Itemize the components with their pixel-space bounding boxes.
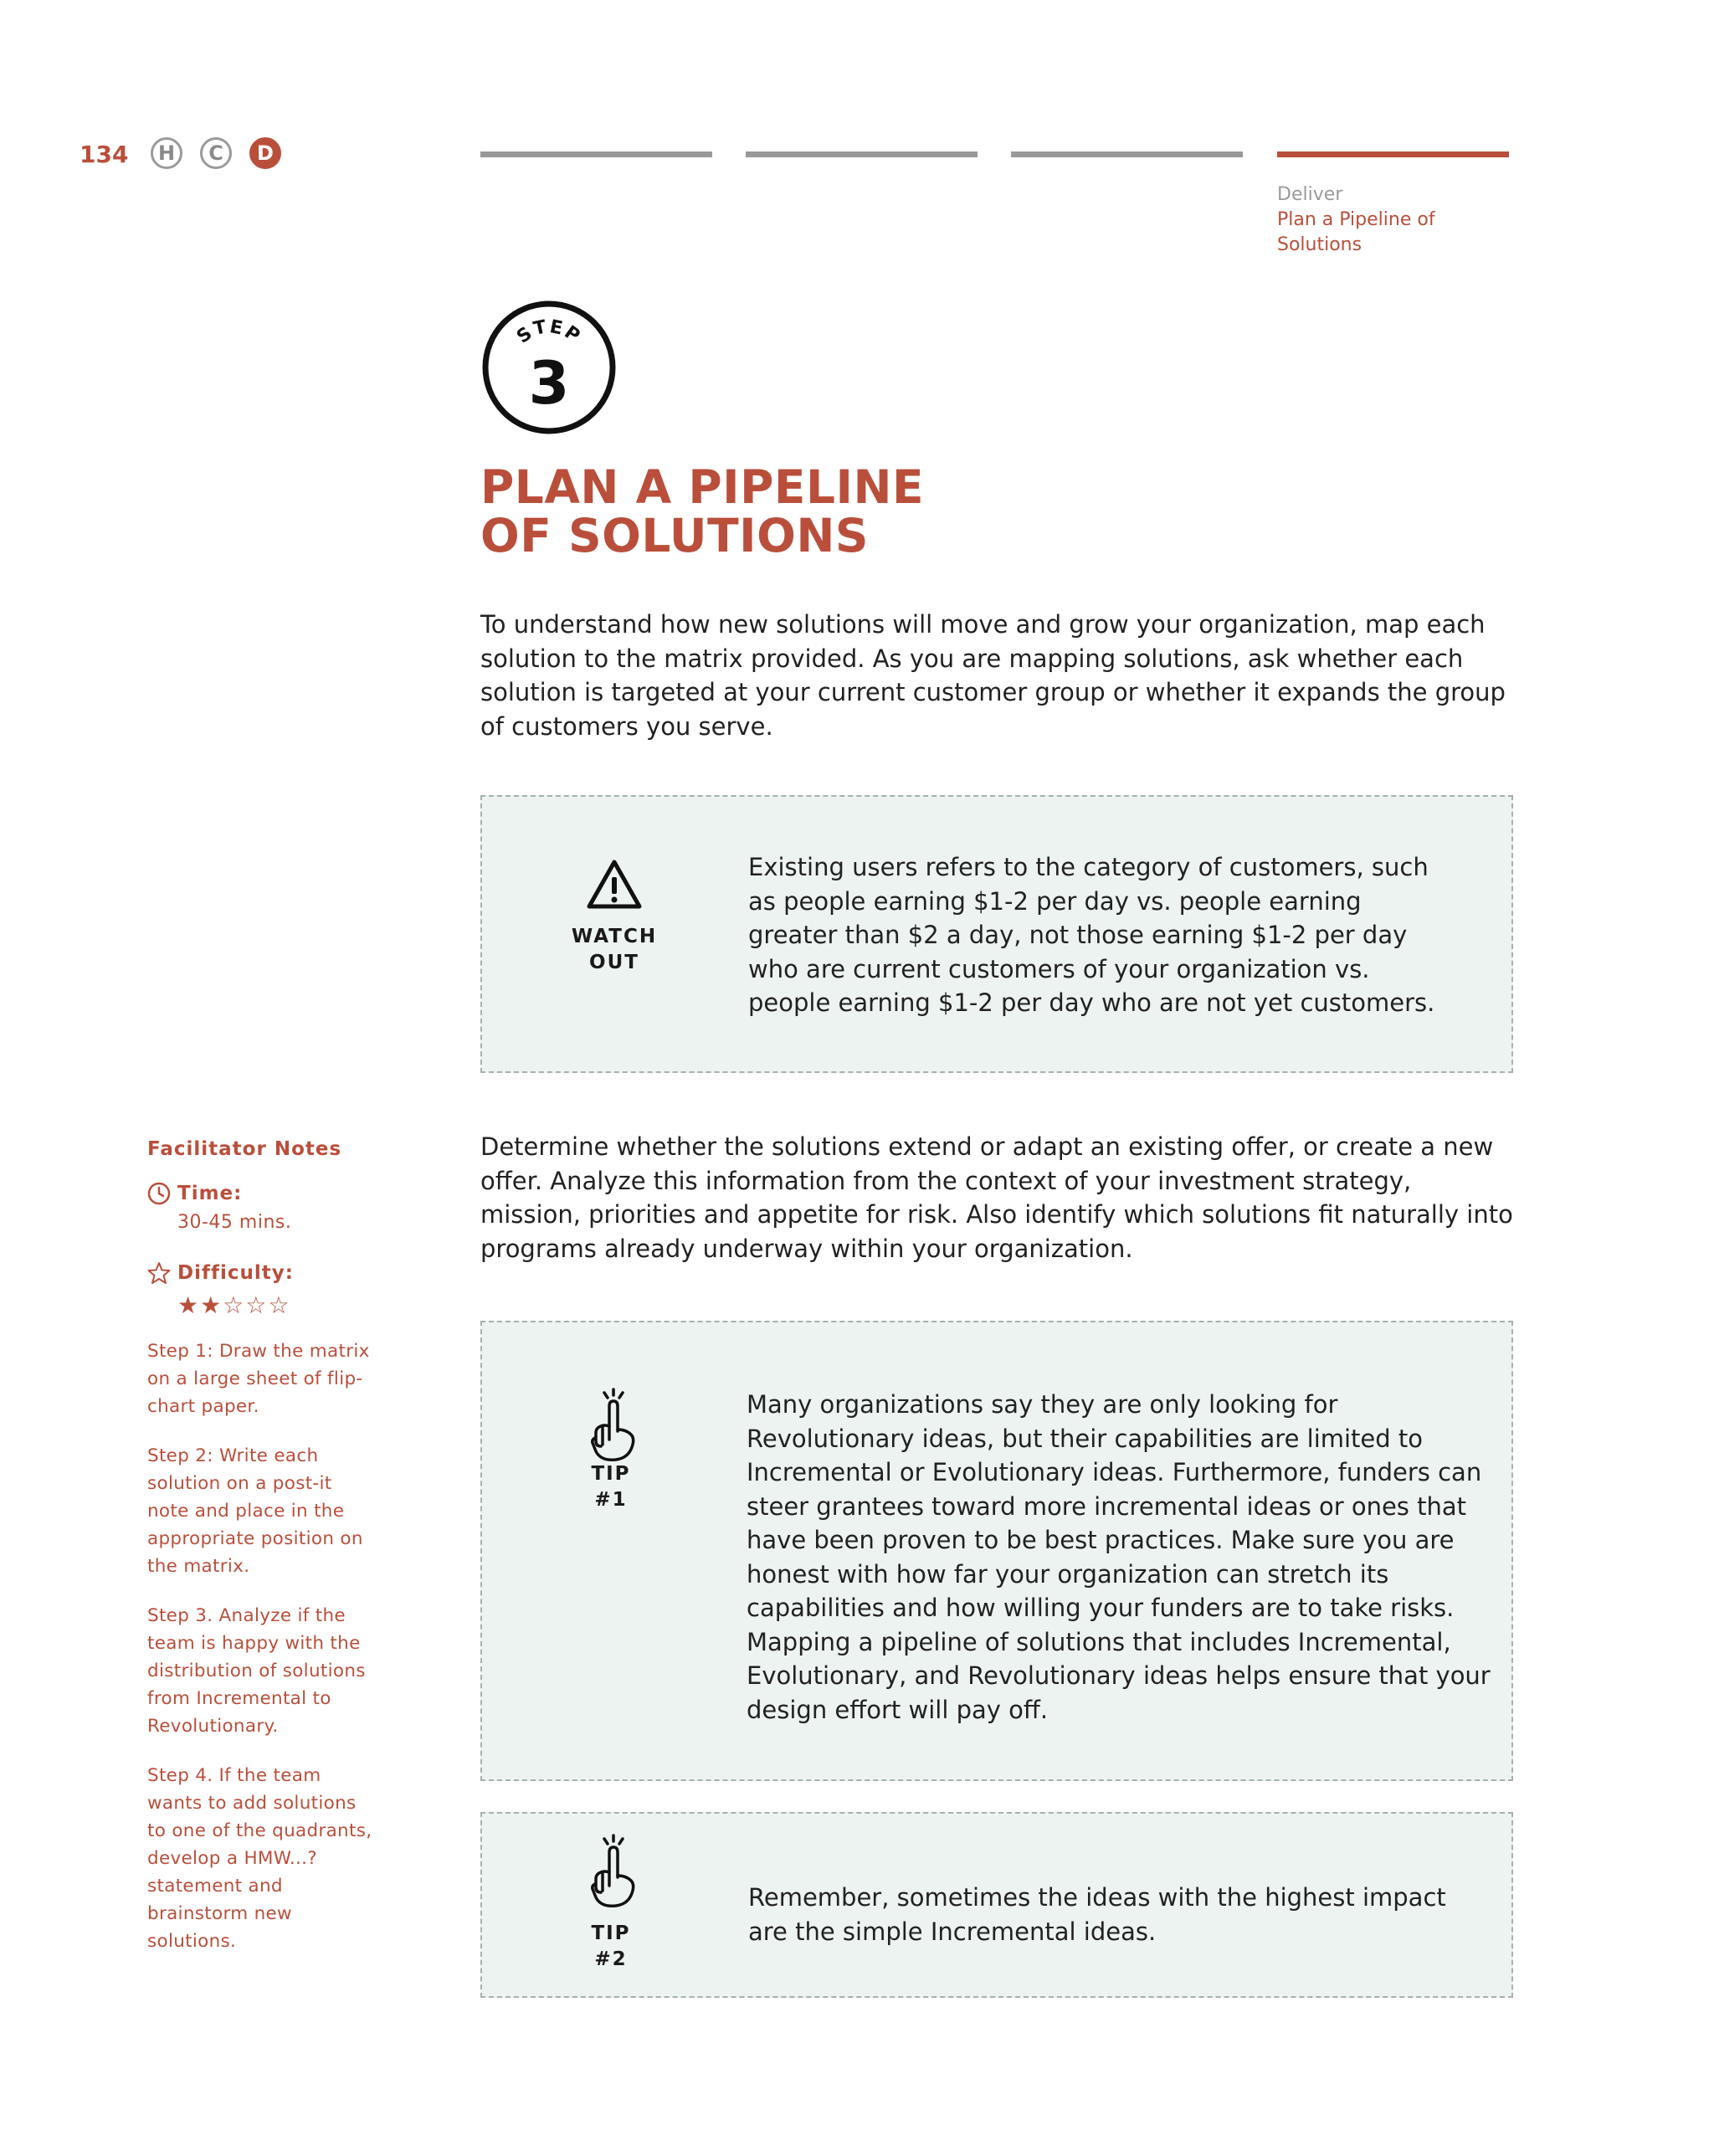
star-icon (147, 1261, 171, 1285)
tip-1-label: TIP #1 (591, 1463, 631, 1511)
facilitator-step-3: Step 3. Analyze if the team is happy with the distribution of solutions from Incremental to Revolutionary. (147, 1605, 366, 1737)
badge-d: D (249, 137, 281, 169)
tip-1-text: Many organizations say they are only looking for Revolutionary ideas, but their capabilities are limited to Incremental or Evolutionary ideas. Furthermore, funders can steer grantees toward more incremental ideas or ones that have been proven to be best practices. Make sure you are honest with how far your organization can stretch its capabilities and how willing your funders are to take risks. Mapping a pipeline of solutions that includes Incremental, Evolutionary, and Revolutionary ideas helps ensure that your design effort will pay off. (747, 1390, 1491, 1724)
progress-segment-4-active (1277, 151, 1509, 157)
page-title-line-2: OF SOLUTIONS (480, 509, 869, 562)
tip-2-text: Remember, sometimes the ideas with the highest impact are the simple Incremental ideas. (748, 1883, 1446, 1946)
facilitator-step-2: Step 2: Write each solution on a post-it note and place in the appropriate position on the matrix. (147, 1445, 363, 1577)
warning-icon (586, 859, 643, 911)
time-value: 30-45 mins. (177, 1212, 292, 1233)
watch-out-callout (480, 795, 1513, 1073)
pointing-finger-icon (586, 1834, 639, 1909)
time-label: Time: (177, 1183, 243, 1204)
breadcrumb (1277, 182, 1445, 258)
step-label: STEP (513, 316, 585, 348)
step-badge-icon (481, 300, 617, 435)
badge-c: C (200, 137, 232, 169)
step-number: 3 (528, 349, 570, 418)
tip-2-callout (480, 1812, 1513, 1998)
watch-out-label: WATCH OUT (571, 926, 658, 973)
pointing-finger-icon (586, 1388, 639, 1463)
progress-segment-3 (1011, 151, 1243, 157)
difficulty-stars: ★★☆☆☆ (177, 1291, 291, 1319)
breadcrumb-section: Deliver (1277, 184, 1343, 205)
tip-1-callout (480, 1321, 1513, 1781)
progress-segment-1 (480, 151, 712, 157)
intro-paragraph: To understand how new solutions will move and grow your organization, map each solution to the matrix provided. As you are mapping solutions, ask whether each solution is targeted at your current customer group or whether it expands the group of customers you serve. (480, 610, 1506, 741)
determine-paragraph: Determine whether the solutions extend or adapt an existing offer, or create a new offer. Analyze this information from the context of your investment strategy, mission, priorities and appetite for risk. Also identify which solutions fit naturally into programs already underway within your organization. (480, 1132, 1513, 1263)
page-number: 134 (80, 141, 129, 168)
facilitator-notes (147, 1138, 390, 1955)
difficulty-row (147, 1261, 390, 1285)
facilitator-step-4: Step 4. If the team wants to add solutions to one of the quadrants, develop a HMW...? statement and brainstorm new solutions. (147, 1765, 372, 1952)
watch-out-text: Existing users refers to the category of customers, such as people earning $1-2 per day vs. people earning greater than $2 a day, not those earning $1-2 per day who are current customers of your organization vs. people earning $1-2 per day who are not yet customers. (748, 853, 1435, 1017)
badge-h: H (151, 137, 182, 169)
facilitator-step-1: Step 1: Draw the matrix on a large sheet of flip-chart paper. (147, 1341, 370, 1417)
breadcrumb-title: Plan a Pipeline of Solutions (1277, 209, 1435, 255)
page-title (480, 460, 983, 562)
time-row (147, 1182, 390, 1205)
facilitator-notes-title: Facilitator Notes (147, 1138, 342, 1160)
clock-icon (147, 1182, 171, 1205)
progress-segment-2 (746, 151, 978, 157)
difficulty-label: Difficulty: (177, 1262, 294, 1284)
page-title-line-1: PLAN A PIPELINE (480, 460, 925, 514)
tip-2-label: TIP #2 (591, 1922, 631, 1970)
